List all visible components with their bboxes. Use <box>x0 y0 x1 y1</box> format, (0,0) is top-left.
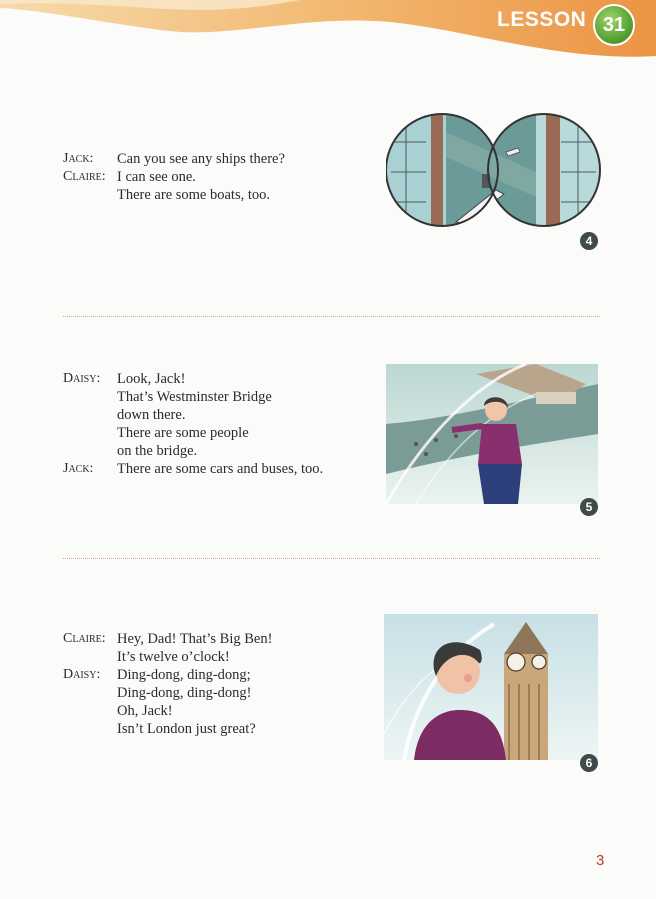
dialog-text: There are some boats, too. <box>117 187 271 203</box>
speaker-name <box>63 648 117 666</box>
dialog-text: Can you see any ships there? <box>117 151 285 167</box>
dialog-text: Oh, Jack! <box>117 703 173 719</box>
dialog-line <box>63 186 285 204</box>
speaker-name: Claire: <box>63 631 106 646</box>
dialog-line <box>63 442 323 460</box>
dialog-line <box>63 370 323 388</box>
dialog-text: Ding-dong, ding-dong; <box>117 667 251 683</box>
dialog-line <box>63 630 272 648</box>
dialog-text: Hey, Dad! That’s Big Ben! <box>117 631 273 647</box>
big-ben-illustration <box>384 614 598 760</box>
speaker-name: Claire: <box>63 169 106 184</box>
page-number: 3 <box>596 852 605 869</box>
speaker-name <box>63 424 117 442</box>
london-eye-woman-illustration <box>386 364 598 504</box>
dialog-panel-5 <box>63 370 323 478</box>
dialog-line <box>63 666 272 684</box>
speaker-name <box>63 684 117 702</box>
panel-number-badge: 4 <box>580 232 598 250</box>
section-divider <box>63 558 600 559</box>
speaker-name <box>63 720 117 738</box>
dialog-line <box>63 648 272 666</box>
speaker-name: Daisy: <box>63 371 101 386</box>
speaker-name <box>63 702 117 720</box>
panel-number-badge: 5 <box>580 498 598 516</box>
dialog-line <box>63 388 323 406</box>
dialog-line <box>63 460 323 478</box>
dialog-line <box>63 150 285 168</box>
dialog-text: on the bridge. <box>117 443 198 459</box>
dialog-panel-6 <box>63 630 272 738</box>
dialog-text: That’s Westminster Bridge <box>117 389 272 405</box>
speaker-name: Jack: <box>63 151 94 166</box>
dialog-line <box>63 406 323 424</box>
binocular-view-illustration <box>386 112 601 232</box>
dialog-line <box>63 424 323 442</box>
dialog-text: Ding-dong, ding-dong! <box>117 685 252 701</box>
speaker-name <box>63 406 117 424</box>
dialog-panel-4 <box>63 150 285 204</box>
dialog-text: It’s twelve o’clock! <box>117 649 230 665</box>
dialog-text: There are some cars and buses, too. <box>117 461 324 477</box>
speaker-name <box>63 186 117 204</box>
dialog-line <box>63 684 272 702</box>
dialog-text: I can see one. <box>117 169 196 185</box>
section-divider <box>63 316 600 317</box>
dialog-text: Look, Jack! <box>117 371 186 387</box>
dialog-line <box>63 720 272 738</box>
speaker-name: Jack: <box>63 461 94 476</box>
dialog-line <box>63 702 272 720</box>
dialog-text: Isn’t London just great? <box>117 721 256 737</box>
dialog-text: down there. <box>117 407 186 423</box>
dialog-line <box>63 168 285 186</box>
speaker-name <box>63 442 117 460</box>
dialog-text: There are some people <box>117 425 249 441</box>
speaker-name: Daisy: <box>63 667 101 682</box>
lesson-label: LESSON <box>497 8 587 31</box>
panel-number-badge: 6 <box>580 754 598 772</box>
lesson-number-badge: 31 <box>593 4 635 46</box>
speaker-name <box>63 388 117 406</box>
